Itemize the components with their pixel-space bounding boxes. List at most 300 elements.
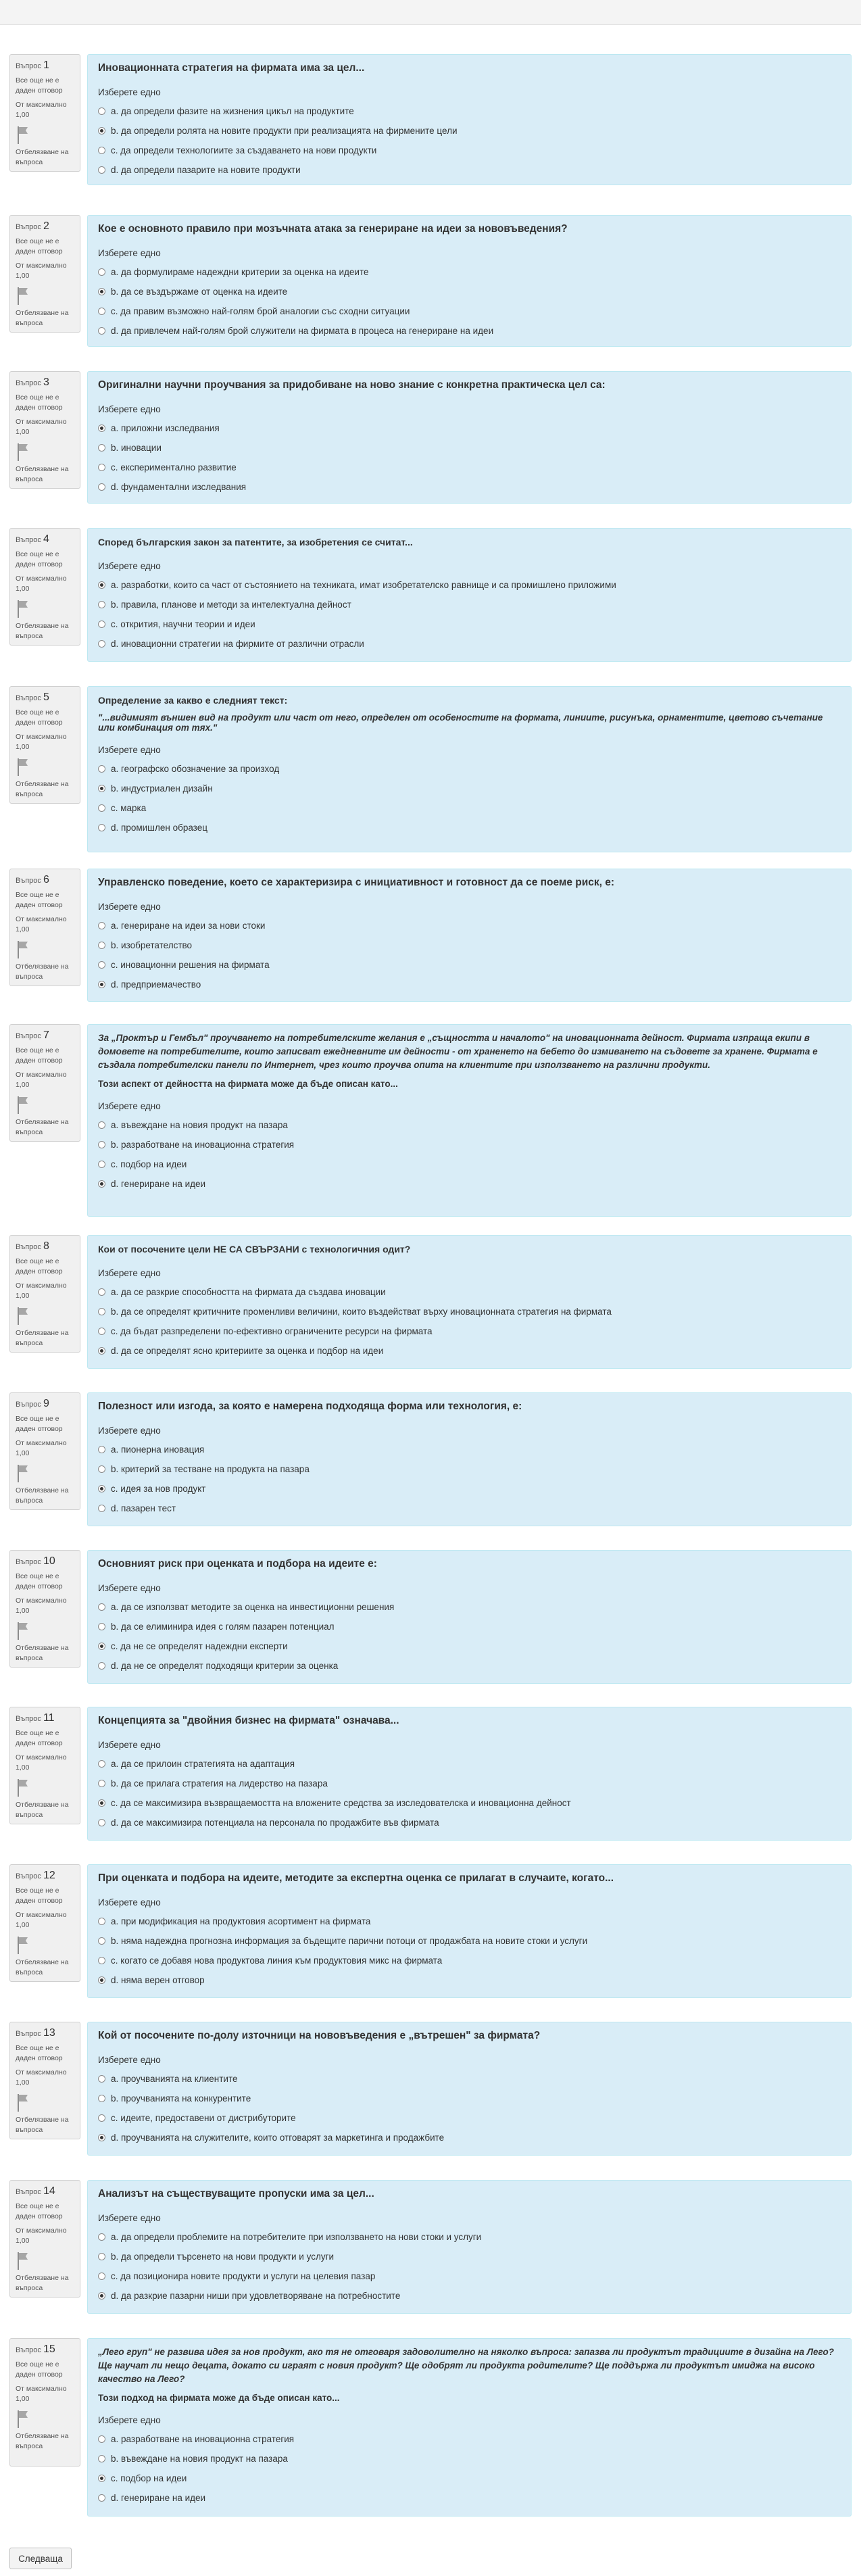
question-status: Все още не е даден отговор: [16, 708, 63, 727]
answer-list: [98, 1282, 841, 1361]
flag-icon[interactable]: [16, 1778, 76, 1798]
question-content: [87, 869, 852, 1002]
answer-label: d. промишлен образец: [111, 823, 207, 833]
answer-option[interactable]: [98, 1931, 841, 1951]
answer-option[interactable]: [98, 1479, 841, 1499]
question-marks: От максимално 1,00: [16, 2385, 67, 2403]
question-content: [87, 2022, 852, 2156]
answer-radio[interactable]: [98, 824, 105, 831]
question-info: [9, 2022, 80, 2139]
answer-option[interactable]: [98, 2227, 841, 2247]
answer-option[interactable]: [98, 1912, 841, 1931]
flag-icon[interactable]: [16, 1463, 76, 1484]
answer-radio[interactable]: [98, 1505, 105, 1512]
answer-label: d. да се определят ясно критериите за оценка и подбор на идеи: [111, 1346, 384, 1356]
answer-radio[interactable]: [98, 2475, 105, 2482]
question-label: Въпрос: [16, 1243, 41, 1251]
answer-option[interactable]: [98, 916, 841, 935]
answer-prompt: Изберете едно: [98, 1583, 161, 1593]
flag-question-link[interactable]: Отбелязване на въпроса: [16, 2274, 69, 2292]
answer-label: d. генериране на идеи: [111, 2493, 206, 2503]
answer-prompt: Изберете едно: [98, 2055, 161, 2065]
question-number-value: 14: [43, 2185, 55, 2197]
answer-radio[interactable]: [98, 640, 105, 648]
answer-label: d. пазарен тест: [111, 1503, 176, 1513]
question-content: [87, 1864, 852, 1998]
answer-label: a. при модификация на продуктовия асортимент на фирмата: [111, 1916, 371, 1926]
question-info: [9, 1707, 80, 1824]
answer-label: b. разработване на иновационна стратегия: [111, 1140, 295, 1150]
question-content: [87, 371, 852, 504]
answer-option[interactable]: [98, 1617, 841, 1636]
answer-radio[interactable]: [98, 1121, 105, 1129]
answer-option[interactable]: [98, 301, 841, 321]
answer-option[interactable]: [98, 1656, 841, 1676]
question-number-value: 13: [43, 2027, 55, 2039]
question-subtext: "...видимият външен вид на продукт или част от него, определен от особеностите на формата, линиите, рисунъка, орнаментите, цветово съчетание или комбинация от тях.": [98, 712, 823, 733]
answer-option[interactable]: [98, 477, 841, 497]
answer-radio[interactable]: [98, 1819, 105, 1826]
question-content: [87, 1392, 852, 1526]
answer-option[interactable]: [98, 634, 841, 654]
answer-option[interactable]: [98, 2488, 841, 2508]
answer-label: a. да се прилоин стратегията на адаптация: [111, 1759, 295, 1769]
answer-radio[interactable]: [98, 2494, 105, 2502]
answer-option[interactable]: [98, 1754, 841, 1774]
question-number-value: 10: [43, 1555, 55, 1567]
question-marks: От максимално 1,00: [16, 2227, 67, 2245]
question-subtext: Този подход на фирмата може да бъде описан като...: [98, 2393, 340, 2403]
answer-label: b. правила, планове и методи за интелектуална дейност: [111, 600, 351, 610]
answer-radio[interactable]: [98, 107, 105, 115]
question-status: Все още не е даден отговор: [16, 1046, 63, 1065]
answer-label: d. генериране на идеи: [111, 1179, 206, 1189]
question-info: [9, 2338, 80, 2466]
answer-option[interactable]: [98, 2089, 841, 2108]
answer-label: b. индустриален дизайн: [111, 783, 213, 794]
answer-radio[interactable]: [98, 2455, 105, 2462]
answer-option[interactable]: [98, 975, 841, 994]
answer-option[interactable]: [98, 101, 841, 121]
answer-radio[interactable]: [98, 166, 105, 174]
answer-label: d. да привлечем най-голям брой служители на фирмата в процеса на генериране на идеи: [111, 326, 494, 336]
flag-icon[interactable]: [16, 442, 76, 462]
question-number-value: 15: [43, 2343, 55, 2355]
answer-option[interactable]: [98, 282, 841, 301]
question-info: [9, 686, 80, 804]
answer-label: c. открития, научни теории и идеи: [111, 619, 255, 629]
answer-radio[interactable]: [98, 268, 105, 276]
answer-option[interactable]: [98, 779, 841, 798]
answer-radio[interactable]: [98, 327, 105, 335]
answer-radio[interactable]: [98, 1643, 105, 1650]
answer-option[interactable]: [98, 759, 841, 779]
question-marks: От максимално 1,00: [16, 262, 67, 280]
question-number: [16, 1713, 76, 1724]
flag-question-link[interactable]: Отбелязване на въпроса: [16, 2432, 69, 2450]
answer-radio[interactable]: [98, 1308, 105, 1315]
answer-label: a. да определи фазите на жизнения цикъл на продуктите: [111, 106, 354, 116]
answer-label: c. да се максимизира възвращаемостта на вложените средства за изследователска и иновационна дейност: [111, 1798, 571, 1808]
question-label: Въпрос: [16, 223, 41, 231]
question-text: Оригинални научни проучвания за придобиване на ново знание с конкретна практическа цел са:: [98, 379, 606, 391]
answer-option[interactable]: [98, 1813, 841, 1832]
answer-list: [98, 2227, 841, 2306]
question-content: [87, 1707, 852, 1841]
question-number: [16, 534, 76, 545]
answer-label: d. да определи пазарите на новите продукти: [111, 165, 301, 175]
answer-option[interactable]: [98, 595, 841, 614]
question-number: [16, 875, 76, 886]
flag-icon[interactable]: [16, 1621, 76, 1641]
question-text: При оценката и подбора на идеите, методите за експертна оценка се прилагат в случаите, когато...: [98, 1872, 614, 1884]
answer-radio[interactable]: [98, 2435, 105, 2443]
answer-list: [98, 101, 841, 180]
flag-question-link[interactable]: Отбелязване на въпроса: [16, 1329, 69, 1347]
answer-option[interactable]: [98, 2128, 841, 2147]
answer-list: [98, 2429, 841, 2508]
answer-radio[interactable]: [98, 981, 105, 988]
answer-option[interactable]: [98, 1793, 841, 1813]
question-label: Въпрос: [16, 2030, 41, 2038]
answer-label: d. да разкрие пазарни ниши при удовлетворяване на потребностите: [111, 2291, 401, 2301]
answer-option[interactable]: [98, 2247, 841, 2266]
answer-label: b. да се прилага стратегия на лидерство на пазара: [111, 1778, 328, 1789]
flag-question-link[interactable]: Отбелязване на въпроса: [16, 963, 69, 981]
question-label: Въпрос: [16, 379, 41, 387]
answer-radio[interactable]: [98, 601, 105, 608]
question-info: [9, 54, 80, 172]
question-number-value: 9: [43, 1398, 49, 1409]
answer-option[interactable]: [98, 121, 841, 141]
question-text: За „Проктър и Гембъл" проучването на потребителските желания е „същността и началото" на иновационната дейност. Фирмата изпраща екипи в домовете на потребителите, които записват ежедневните им дейности - от храненето на бебето до измиването на съдовете за хранене. Фирмата е създала потребителски панели по Интернет, чрез които проучва опита на клиентите при използването на различни продукти.: [98, 1033, 818, 1070]
question-label: Въпрос: [16, 1032, 41, 1040]
question-block: [9, 1024, 852, 1217]
answer-prompt: Изберете едно: [98, 1101, 161, 1111]
question-number: [16, 1870, 76, 1882]
flag-question-link[interactable]: Отбелязване на въпроса: [16, 1958, 69, 1976]
flag-question-link[interactable]: Отбелязване на въпроса: [16, 780, 69, 798]
answer-radio[interactable]: [98, 2233, 105, 2241]
answer-radio[interactable]: [98, 1288, 105, 1296]
answer-radio[interactable]: [98, 2134, 105, 2141]
answer-label: a. да формулираме надеждни критерии за оценка на идеите: [111, 267, 369, 277]
answer-option[interactable]: [98, 1774, 841, 1793]
flag-question-link[interactable]: Отбелязване на въпроса: [16, 2116, 69, 2134]
flag-question-link[interactable]: Отбелязване на въпроса: [16, 309, 69, 327]
answer-label: a. да определи проблемите на потребителите при използването на нови стоки и услуги: [111, 2232, 482, 2242]
question-label: Въпрос: [16, 1715, 41, 1723]
flag-question-link[interactable]: Отбелязване на въпроса: [16, 1118, 69, 1136]
answer-prompt: Изберете едно: [98, 1897, 161, 1907]
answer-list: [98, 1597, 841, 1676]
answer-prompt: Изберете едно: [98, 87, 161, 97]
question-status: Все още не е даден отговор: [16, 1887, 63, 1905]
answer-radio[interactable]: [98, 1603, 105, 1611]
question-block: [9, 1707, 852, 1841]
answer-option[interactable]: [98, 2429, 841, 2449]
answer-list: [98, 1912, 841, 1990]
answer-list: [98, 262, 841, 341]
answer-radio[interactable]: [98, 464, 105, 471]
question-number-value: 12: [43, 1870, 55, 1881]
answer-label: c. да бъдат разпределени по-ефективно ограничените ресурси на фирмата: [111, 1326, 433, 1336]
question-marks: От максимално 1,00: [16, 418, 67, 436]
question-marks: От максимално 1,00: [16, 1282, 67, 1300]
answer-label: b. иновации: [111, 443, 162, 453]
question-marks: От максимално 1,00: [16, 733, 67, 751]
answer-radio[interactable]: [98, 942, 105, 949]
answer-radio[interactable]: [98, 2253, 105, 2260]
answer-radio[interactable]: [98, 961, 105, 969]
answer-radio[interactable]: [98, 922, 105, 929]
question-marks: От максимално 1,00: [16, 2068, 67, 2087]
answer-option[interactable]: [98, 2449, 841, 2469]
answer-radio[interactable]: [98, 147, 105, 154]
question-label: Въпрос: [16, 1401, 41, 1409]
answer-option[interactable]: [98, 1302, 841, 1321]
answer-option[interactable]: [98, 1951, 841, 1970]
question-number-value: 11: [43, 1712, 55, 1724]
answer-list: [98, 575, 841, 654]
question-status: Все още не е даден отговор: [16, 891, 63, 909]
answer-option[interactable]: [98, 1282, 841, 1302]
answer-option[interactable]: [98, 1459, 841, 1479]
answer-list: [98, 1115, 841, 1194]
question-text: Кой от посочените по-долу източници на нововъведения е „вътрешен" за фирмата?: [98, 2030, 541, 2041]
answer-radio[interactable]: [98, 1161, 105, 1168]
answer-list: [98, 418, 841, 497]
question-marks: От максимално 1,00: [16, 1911, 67, 1929]
answer-radio[interactable]: [98, 1760, 105, 1768]
answer-prompt: Изберете едно: [98, 745, 161, 755]
answer-option[interactable]: [98, 2286, 841, 2306]
answer-option[interactable]: [98, 955, 841, 975]
flag-question-link[interactable]: Отбелязване на въпроса: [16, 1486, 69, 1505]
answer-radio[interactable]: [98, 444, 105, 452]
answer-radio[interactable]: [98, 2114, 105, 2122]
answer-option[interactable]: [98, 160, 841, 180]
flag-question-link[interactable]: Отбелязване на въпроса: [16, 465, 69, 483]
answer-radio[interactable]: [98, 127, 105, 135]
answer-radio[interactable]: [98, 804, 105, 812]
question-status: Все още не е даден отговор: [16, 2202, 63, 2220]
question-status: Все още не е даден отговор: [16, 1415, 63, 1433]
question-status: Все още не е даден отговор: [16, 2360, 63, 2379]
answer-label: d. да се максимизира потенциала на персонала по продажбите във фирмата: [111, 1818, 439, 1828]
answer-option[interactable]: [98, 2069, 841, 2089]
answer-option[interactable]: [98, 2108, 841, 2128]
answer-label: a. да се разкрие способността на фирмата да създава иновации: [111, 1287, 386, 1297]
answer-option[interactable]: [98, 935, 841, 955]
answer-option[interactable]: [98, 575, 841, 595]
answer-option[interactable]: [98, 818, 841, 837]
answer-radio[interactable]: [98, 1328, 105, 1335]
flag-question-link[interactable]: Отбелязване на въпроса: [16, 1801, 69, 1819]
answer-label: c. когато се добавя нова продуктова линия към продуктовия микс на фирмата: [111, 1955, 443, 1966]
answer-radio[interactable]: [98, 308, 105, 315]
answer-label: a. генериране на идеи за нови стоки: [111, 921, 266, 931]
question-number-value: 8: [43, 1240, 49, 1252]
question-number-value: 5: [43, 691, 49, 703]
question-status: Все още не е даден отговор: [16, 393, 63, 412]
answer-option[interactable]: [98, 1174, 841, 1194]
flag-icon[interactable]: [16, 599, 76, 619]
flag-icon[interactable]: [16, 757, 76, 777]
answer-radio[interactable]: [98, 1937, 105, 1945]
answer-radio[interactable]: [98, 1799, 105, 1807]
answer-radio[interactable]: [98, 1347, 105, 1355]
answer-label: c. да не се определят надеждни експерти: [111, 1641, 288, 1651]
answer-radio[interactable]: [98, 1141, 105, 1148]
answer-option[interactable]: [98, 1970, 841, 1990]
answer-option[interactable]: [98, 2469, 841, 2488]
question-info: [9, 1550, 80, 1668]
question-block: [9, 1550, 852, 1684]
answer-radio[interactable]: [98, 424, 105, 432]
flag-icon[interactable]: [16, 1935, 76, 1955]
answer-option[interactable]: [98, 1135, 841, 1155]
flag-icon[interactable]: [16, 1095, 76, 1115]
answer-option[interactable]: [98, 1440, 841, 1459]
question-label: Въпрос: [16, 2346, 41, 2354]
answer-radio[interactable]: [98, 288, 105, 295]
flag-icon[interactable]: [16, 286, 76, 306]
question-block: [9, 1864, 852, 1998]
next-page-button[interactable]: Следваща: [9, 2548, 72, 2569]
answer-option[interactable]: [98, 458, 841, 477]
flag-icon[interactable]: [16, 2093, 76, 2113]
answer-radio[interactable]: [98, 1957, 105, 1964]
question-content: [87, 686, 852, 852]
answer-radio[interactable]: [98, 765, 105, 773]
question-status: Все още не е даден отговор: [16, 1729, 63, 1747]
answer-option[interactable]: [98, 1341, 841, 1361]
answer-option[interactable]: [98, 438, 841, 458]
answer-label: b. да се въздържаме от оценка на идеите: [111, 287, 288, 297]
answer-label: b. да се определят критичните променливи величини, които въздействат върху иновационната стратегия на фирмата: [111, 1307, 612, 1317]
question-text: Според българския закон за патентите, за изобретения се считат...: [98, 537, 413, 548]
answer-radio[interactable]: [98, 2292, 105, 2300]
answer-radio[interactable]: [98, 1465, 105, 1473]
answer-radio[interactable]: [98, 2273, 105, 2280]
answer-prompt: Изберете едно: [98, 248, 161, 258]
top-navbar: [0, 0, 861, 25]
answer-label: b. няма надеждна прогнозна информация за бъдещите парични потоци от продажбата на новите стоки и услуги: [111, 1936, 588, 1946]
answer-radio[interactable]: [98, 2095, 105, 2102]
flag-icon[interactable]: [16, 2251, 76, 2271]
answer-radio[interactable]: [98, 1446, 105, 1453]
answer-radio[interactable]: [98, 1180, 105, 1188]
answer-label: a. да се използват методите за оценка на инвестиционни решения: [111, 1602, 395, 1612]
answer-label: c. идея за нов продукт: [111, 1484, 206, 1494]
question-info: [9, 371, 80, 489]
question-marks: От максимално 1,00: [16, 1071, 67, 1089]
answer-label: b. да се елиминира идея с голям пазарен потенциал: [111, 1622, 335, 1632]
question-number-value: 2: [43, 220, 49, 232]
question-block: [9, 686, 852, 852]
question-label: Въпрос: [16, 694, 41, 702]
question-content: [87, 1024, 852, 1217]
question-number-value: 6: [43, 874, 49, 885]
answer-option[interactable]: [98, 1499, 841, 1518]
answer-option[interactable]: [98, 262, 841, 282]
flag-question-link[interactable]: Отбелязване на въпроса: [16, 1644, 69, 1662]
answer-option[interactable]: [98, 1321, 841, 1341]
answer-label: b. да определи ролята на новите продукти при реализацията на фирмените цели: [111, 126, 458, 136]
question-label: Въпрос: [16, 1558, 41, 1566]
question-status: Все още не е даден отговор: [16, 76, 63, 95]
question-marks: От максимално 1,00: [16, 1439, 67, 1457]
flag-question-link[interactable]: Отбелязване на въпроса: [16, 622, 69, 640]
answer-option[interactable]: [98, 1636, 841, 1656]
question-number: [16, 377, 76, 389]
question-label: Въпрос: [16, 62, 41, 70]
answer-radio[interactable]: [98, 1780, 105, 1787]
answer-radio[interactable]: [98, 1918, 105, 1925]
answer-option[interactable]: [98, 2266, 841, 2286]
answer-option[interactable]: [98, 1115, 841, 1135]
question-content: [87, 2180, 852, 2314]
answer-label: a. разработки, които са част от състоянието на техниката, имат изобретателско равнище и са промишлено приложими: [111, 580, 616, 590]
question-marks: От максимално 1,00: [16, 915, 67, 933]
answer-label: a. географско обозначение за произход: [111, 764, 280, 774]
question-status: Все още не е даден отговор: [16, 2044, 63, 2062]
answer-radio[interactable]: [98, 621, 105, 628]
answer-radio[interactable]: [98, 1976, 105, 1984]
answer-radio[interactable]: [98, 581, 105, 589]
question-status: Все още не е даден отговор: [16, 550, 63, 568]
flag-icon[interactable]: [16, 125, 76, 145]
answer-option[interactable]: [98, 321, 841, 341]
answer-prompt: Изберете едно: [98, 2415, 161, 2425]
question-number: [16, 60, 76, 72]
flag-icon[interactable]: [16, 2409, 76, 2429]
answer-option[interactable]: [98, 798, 841, 818]
question-text: „Лего груп" не развива идея за нов продукт, ако тя не отговаря задоволително на няколко въпроса: запазва ли продуктът традициите в дизайна на Лего? Ще научат ли нещо децата, докато си играят с новия продукт? Ще одобрят ли продукта родителите? Ще поддържа ли продуктът имиджа на високо качество на Лего?: [98, 2347, 834, 2384]
answer-radio[interactable]: [98, 785, 105, 792]
answer-radio[interactable]: [98, 1662, 105, 1670]
answer-prompt: Изберете едно: [98, 1268, 161, 1278]
question-text: Иновационната стратегия на фирмата има за цел...: [98, 62, 365, 74]
question-content: [87, 54, 852, 185]
answer-radio[interactable]: [98, 1623, 105, 1630]
answer-option[interactable]: [98, 1597, 841, 1617]
flag-icon[interactable]: [16, 1306, 76, 1326]
flag-icon[interactable]: [16, 940, 76, 960]
answer-label: d. проучванията на служителите, които отговарят за маркетинга и продажбите: [111, 2133, 445, 2143]
question-number: [16, 221, 76, 233]
question-number: [16, 692, 76, 704]
answer-option[interactable]: [98, 614, 841, 634]
answer-label: c. подбор на идеи: [111, 1159, 187, 1169]
flag-question-link[interactable]: Отбелязване на въпроса: [16, 148, 69, 166]
answer-label: a. проучванията на клиентите: [111, 2074, 238, 2084]
answer-radio[interactable]: [98, 2075, 105, 2083]
answer-label: b. проучванията на конкурентите: [111, 2093, 251, 2104]
answer-label: b. критерий за тестване на продукта на пазара: [111, 1464, 310, 1474]
answer-label: d. иновационни стратегии на фирмите от различни отрасли: [111, 639, 364, 649]
question-number: [16, 1556, 76, 1568]
answer-option[interactable]: [98, 1155, 841, 1174]
answer-label: d. предприемачество: [111, 979, 201, 990]
answer-radio[interactable]: [98, 1485, 105, 1492]
answer-option[interactable]: [98, 418, 841, 438]
answer-prompt: Изберете едно: [98, 1740, 161, 1750]
answer-radio[interactable]: [98, 483, 105, 491]
answer-list: [98, 1754, 841, 1832]
answer-option[interactable]: [98, 141, 841, 160]
